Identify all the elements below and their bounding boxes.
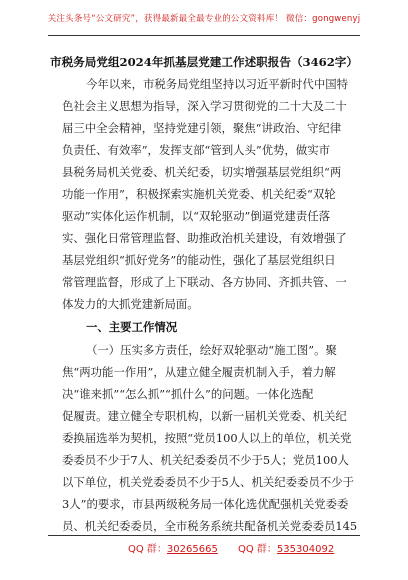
section-heading: 一、主要工作情况 — [86, 320, 178, 334]
section-line: 决“谁来抓”“怎么抓”“抓什么”的问题。一体化选配 — [62, 387, 314, 401]
qq-group-number: 535304092 — [276, 544, 335, 555]
section-line: 委委员不少于7人、机关纪委委员不少于5人；党员100人 — [62, 453, 349, 467]
intro-line: 届三中全会精神，坚持党建引领，聚焦“讲政治、守纪律 — [62, 121, 342, 135]
header-divider — [48, 35, 360, 36]
footer-qq-group-1 — [128, 540, 218, 555]
intro-line: 今年以来，市税务局党组坚持以习近平新时代中国特 — [86, 77, 348, 91]
section-line: 促履责。建立健全专职机构，以新一届机关党委、机关纪 — [62, 409, 347, 423]
section-line: 以下单位，机关党委委员不少于5人、机关纪委委员不少于 — [62, 475, 355, 489]
intro-line: 驱动”实体化运作机制，以“双轮驱动”倒逼党建责任落 — [62, 209, 331, 223]
intro-line: 功能一作用”，积极探索实施机关党委、机关纪委“双轮 — [62, 187, 336, 201]
section-line: 焦“两功能一作用”，从建立健全履责机制入手，着力解 — [62, 365, 336, 379]
intro-line: 色社会主义思想为指导，深入学习贯彻党的二十大及二十 — [62, 99, 347, 113]
intro-line: 县税务局机关党委、机关纪委，切实增强基层党组织“两 — [62, 165, 342, 179]
footer-divider — [48, 535, 360, 536]
section-line: （一）压实多方责任，绘好双轮驱动“施工图”。聚 — [86, 343, 337, 357]
qq-label: QQ 群： — [128, 544, 167, 555]
section-line: 3人”的要求，市县两级税务局一体化选优配强机关党委委 — [62, 497, 349, 511]
document-title: 市税务局党组2024年抓基层党建工作述职报告（3462字） — [49, 55, 358, 69]
footer-qq-group-2 — [238, 540, 334, 555]
header-banner — [0, 0, 408, 44]
intro-line: 常管理监督，形成了上下联动、各方协同、齐抓共管、一 — [62, 275, 347, 289]
intro-line: 实、强化日常管理监督、助推政治机关建设，有效增强了 — [62, 231, 347, 245]
intro-line: 负责任、有效率”，发挥支部“管到人头”优势，做实市 — [62, 143, 331, 157]
qq-group-number: 30265665 — [166, 544, 218, 555]
section-line: 委换届选举为契机，按照“党员100人以上的单位，机关党 — [62, 431, 352, 445]
intro-line: 基层党组织“抓好党务”的能动性，强化了基层党组织日 — [62, 253, 336, 267]
qq-label: QQ 群： — [238, 544, 277, 555]
header-banner-text: 关注头条号“公文研究”，获得最新最全最专业的公文资料库！ 微信：gongwenyj — [47, 14, 361, 24]
intro-line: 体发力的大抓党建新局面。 — [62, 297, 199, 311]
section-line: 员、机关纪委委员，全市税务系统共配备机关党委委员145 — [62, 519, 358, 533]
